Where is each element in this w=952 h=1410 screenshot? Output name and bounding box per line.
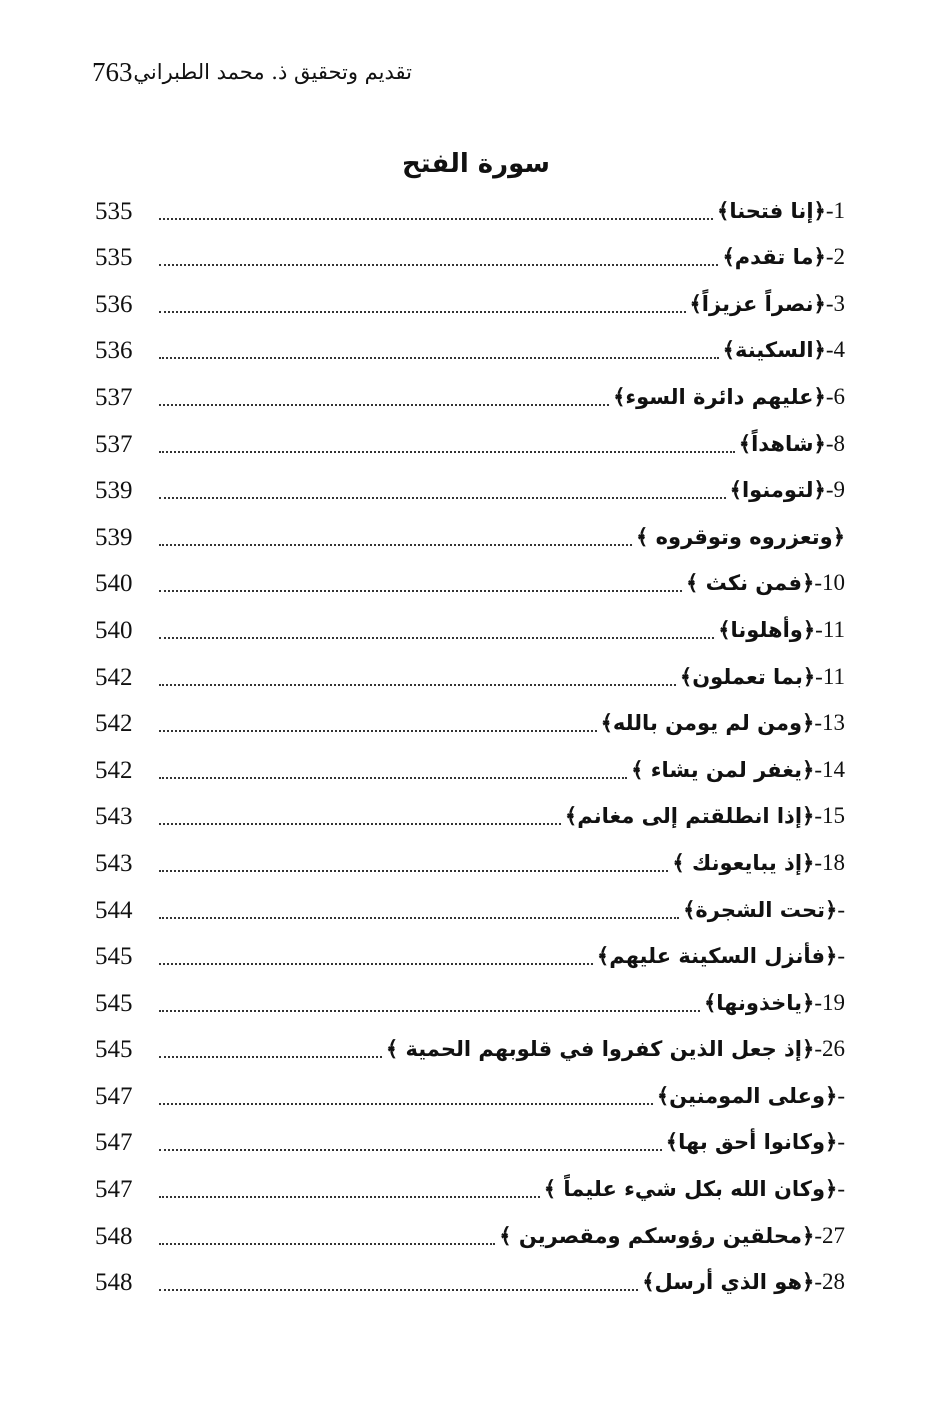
verse-words: ﴿نصراً عزيزاً﴾ bbox=[689, 291, 826, 316]
dot-leader bbox=[159, 684, 676, 686]
toc-entry bbox=[95, 1025, 845, 1072]
running-header bbox=[92, 52, 412, 92]
toc-entry-text bbox=[730, 474, 845, 506]
toc-page-number: 537 bbox=[95, 430, 133, 458]
toc-page-number: 548 bbox=[95, 1222, 133, 1250]
verse-words: ﴿وعلى المومنين﴾ bbox=[656, 1083, 838, 1108]
toc-page-number: 545 bbox=[95, 943, 133, 971]
toc-page-number: 545 bbox=[95, 989, 133, 1017]
toc-entry-text bbox=[690, 288, 846, 320]
toc-page-number: 548 bbox=[95, 1269, 133, 1297]
dot-leader bbox=[159, 497, 726, 499]
toc-page-number: 540 bbox=[95, 616, 133, 644]
toc-entry bbox=[95, 512, 845, 559]
toc-entry-text bbox=[672, 847, 845, 879]
toc-entry bbox=[95, 745, 845, 792]
verse-number: 11- bbox=[815, 616, 845, 642]
toc-entry bbox=[95, 932, 845, 979]
verse-words: ﴿إذا انطلقتم إلى مغانم﴾ bbox=[564, 804, 815, 829]
dot-leader bbox=[159, 963, 593, 965]
toc-page-number: 544 bbox=[95, 896, 133, 924]
toc-entry-text bbox=[499, 1220, 845, 1252]
toc-entry bbox=[95, 372, 845, 419]
toc-entry bbox=[95, 1071, 845, 1118]
dot-leader bbox=[159, 311, 686, 313]
verse-number: - bbox=[837, 943, 845, 969]
toc-entry-text bbox=[680, 661, 845, 693]
toc-entry bbox=[95, 559, 845, 606]
verse-number: - bbox=[837, 1082, 845, 1108]
toc-entry-text bbox=[565, 800, 845, 832]
toc-entry bbox=[95, 466, 845, 513]
verse-number: 15- bbox=[814, 803, 845, 829]
dot-leader bbox=[159, 218, 713, 220]
verse-words: ﴿ياخذونها﴾ bbox=[703, 990, 815, 1015]
dot-leader bbox=[159, 730, 597, 732]
table-of-contents bbox=[95, 186, 845, 1304]
toc-entry bbox=[95, 1164, 845, 1211]
verse-words: ﴿هو الذي أرسل﴾ bbox=[642, 1270, 815, 1295]
toc-page-number: 539 bbox=[95, 477, 133, 505]
dot-leader bbox=[159, 1010, 700, 1012]
toc-entry-text bbox=[601, 707, 845, 739]
toc-entry bbox=[95, 1118, 845, 1165]
section-title: سورة الفتح bbox=[402, 149, 550, 179]
toc-entry bbox=[95, 885, 845, 932]
toc-entry bbox=[95, 978, 845, 1025]
toc-entry-text bbox=[683, 894, 845, 926]
verse-words: ﴿بما تعملون﴾ bbox=[679, 664, 816, 689]
verse-number: 26- bbox=[814, 1036, 845, 1062]
toc-entry bbox=[95, 838, 845, 885]
toc-entry-text bbox=[722, 241, 845, 273]
toc-page-number: 543 bbox=[95, 849, 133, 877]
verse-number: 6- bbox=[825, 383, 845, 409]
verse-number: 4- bbox=[825, 337, 845, 363]
dot-leader bbox=[159, 451, 735, 453]
toc-page-number: 545 bbox=[95, 1036, 133, 1064]
toc-entry bbox=[95, 233, 845, 280]
verse-words: ﴿ومن لم يومن بالله﴾ bbox=[600, 711, 815, 736]
toc-page-number: 542 bbox=[95, 756, 133, 784]
toc-page-number: 547 bbox=[95, 1129, 133, 1157]
toc-entry bbox=[95, 792, 845, 839]
toc-entry-text bbox=[613, 381, 845, 413]
verse-number: 14- bbox=[814, 756, 845, 782]
toc-page-number: 542 bbox=[95, 663, 133, 691]
toc-entry-text bbox=[631, 754, 845, 786]
verse-words: ﴿ما تقدم﴾ bbox=[722, 245, 826, 270]
toc-entry bbox=[95, 279, 845, 326]
verse-number: 10- bbox=[814, 570, 845, 596]
verse-words: ﴿السكينة﴾ bbox=[722, 338, 826, 363]
dot-leader bbox=[159, 870, 668, 872]
verse-number: - bbox=[837, 1129, 845, 1155]
page-number: 763 bbox=[92, 57, 133, 87]
toc-entry bbox=[95, 419, 845, 466]
toc-entry-text bbox=[636, 521, 845, 553]
toc-entry bbox=[95, 652, 845, 699]
toc-page-number: 540 bbox=[95, 570, 133, 598]
toc-entry-text bbox=[723, 334, 845, 366]
dot-leader bbox=[159, 1149, 662, 1151]
verse-words: ﴿وكان الله بكل شيء عليماً ﴾ bbox=[543, 1177, 838, 1202]
verse-number: 9- bbox=[825, 477, 845, 503]
toc-entry-text bbox=[739, 428, 845, 460]
toc-entry-text bbox=[718, 614, 845, 646]
verse-number: 13- bbox=[814, 710, 845, 736]
toc-entry-text bbox=[544, 1173, 845, 1205]
dot-leader bbox=[159, 1289, 638, 1291]
verse-words: ﴿وأهلونا﴾ bbox=[718, 617, 816, 642]
toc-entry-text bbox=[666, 1126, 845, 1158]
verse-words: ﴿إذ يبايعونك ﴾ bbox=[672, 850, 815, 875]
verse-words: ﴿لتومنوا﴾ bbox=[729, 478, 826, 503]
dot-leader bbox=[159, 917, 679, 919]
dot-leader bbox=[159, 777, 627, 779]
verse-words: ﴿إذ جعل الذين كفروا في قلوبهم الحمية ﴾ bbox=[385, 1037, 815, 1062]
verse-words: ﴿محلقين رؤوسكم ومقصرين ﴾ bbox=[499, 1223, 815, 1248]
dot-leader bbox=[159, 1243, 495, 1245]
verse-number: 8- bbox=[825, 430, 845, 456]
toc-entry-text bbox=[717, 195, 845, 227]
verse-number: 27- bbox=[814, 1222, 845, 1248]
toc-entry bbox=[95, 186, 845, 233]
toc-entry-text bbox=[704, 987, 845, 1019]
verse-words: ﴿عليهم دائرة السوء﴾ bbox=[613, 384, 826, 409]
toc-entry bbox=[95, 1211, 845, 1258]
toc-entry-text bbox=[597, 940, 845, 972]
verse-words: ﴿فمن نكث ﴾ bbox=[686, 571, 815, 596]
toc-entry-text bbox=[686, 567, 845, 599]
verse-number: 19- bbox=[814, 989, 845, 1015]
toc-page-number: 539 bbox=[95, 523, 133, 551]
verse-words: ﴿وتعزروه وتوقروه ﴾ bbox=[636, 524, 845, 549]
verse-number: 11- bbox=[815, 663, 845, 689]
toc-page-number: 535 bbox=[95, 244, 133, 272]
verse-words: ﴿وكانوا أحق بها﴾ bbox=[665, 1130, 838, 1155]
verse-number: - bbox=[837, 1176, 845, 1202]
verse-number: 1- bbox=[825, 197, 845, 223]
toc-entry bbox=[95, 605, 845, 652]
toc-page-number: 547 bbox=[95, 1176, 133, 1204]
toc-entry-text bbox=[642, 1266, 845, 1298]
verse-words: ﴿تحت الشجرة﴾ bbox=[683, 897, 838, 922]
verse-words: ﴿إنا فتحنا﴾ bbox=[717, 198, 826, 223]
verse-number: 18- bbox=[814, 849, 845, 875]
toc-entry-text bbox=[386, 1033, 845, 1065]
verse-number: - bbox=[837, 896, 845, 922]
toc-page-number: 536 bbox=[95, 290, 133, 318]
toc-page-number: 542 bbox=[95, 710, 133, 738]
verse-number: 28- bbox=[814, 1269, 845, 1295]
toc-entry-text bbox=[657, 1080, 845, 1112]
verse-words: ﴿يغفر لمن يشاء ﴾ bbox=[631, 757, 815, 782]
dot-leader bbox=[159, 1103, 653, 1105]
toc-entry bbox=[95, 699, 845, 746]
verse-words: ﴿فأنزل السكينة عليهم﴾ bbox=[596, 944, 838, 969]
dot-leader bbox=[159, 1196, 540, 1198]
toc-page-number: 536 bbox=[95, 337, 133, 365]
toc-page-number: 543 bbox=[95, 803, 133, 831]
dot-leader bbox=[159, 637, 714, 639]
dot-leader bbox=[159, 590, 682, 592]
dot-leader bbox=[159, 823, 561, 825]
dot-leader bbox=[159, 1056, 382, 1058]
toc-page-number: 535 bbox=[95, 197, 133, 225]
verse-words: ﴿شاهداً﴾ bbox=[738, 431, 826, 456]
toc-entry bbox=[95, 1258, 845, 1305]
verse-number: 2- bbox=[825, 244, 845, 270]
toc-page-number: 547 bbox=[95, 1082, 133, 1110]
verse-number: 3- bbox=[825, 290, 845, 316]
running-title: تقديم وتحقيق ذ. محمد الطبراني bbox=[133, 60, 412, 84]
toc-entry bbox=[95, 326, 845, 373]
dot-leader bbox=[159, 264, 718, 266]
dot-leader bbox=[159, 357, 719, 359]
dot-leader bbox=[159, 544, 632, 546]
dot-leader bbox=[159, 404, 609, 406]
toc-page-number: 537 bbox=[95, 383, 133, 411]
